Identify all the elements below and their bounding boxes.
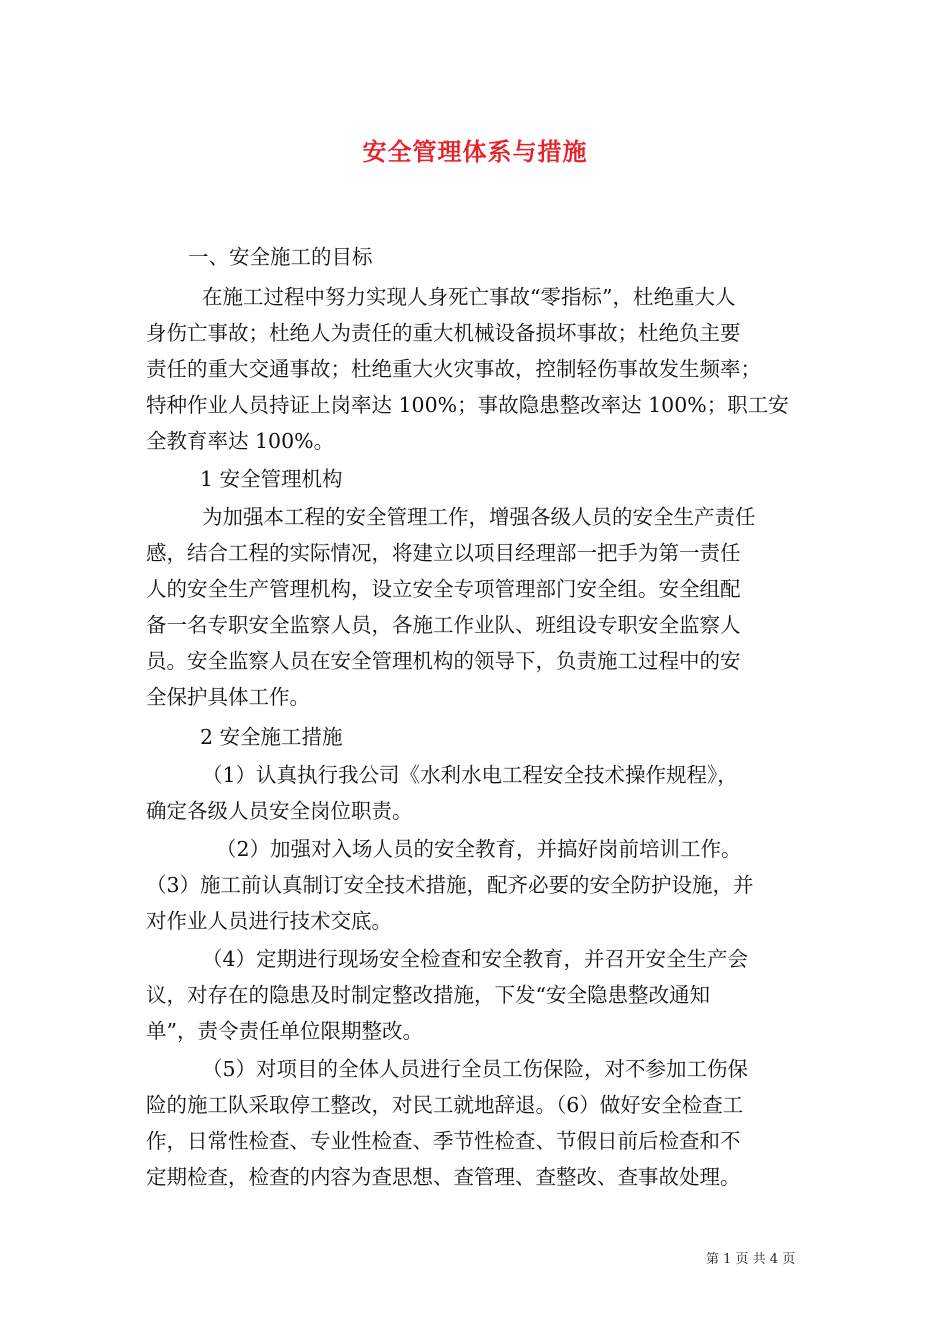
body-line: 备一名专职安全监察人员，各施工作业队、班组设专职安全监察人: [146, 613, 741, 637]
list-item: （2）加强对入场人员的安全教育，并搞好岗前培训工作。: [216, 837, 742, 861]
body-line: 责任的重大交通事故；杜绝重大火灾事故，控制轻伤事故发生频率；: [146, 357, 761, 381]
body-line: 为加强本工程的安全管理工作，增强各级人员的安全生产责任: [202, 505, 756, 529]
body-line: 身伤亡事故；杜绝人为责任的重大机械设备损坏事故；杜绝负主要: [146, 321, 741, 345]
body-line: 特种作业人员持证上岗率达 100%；事故隐患整改率达 100%；职工安: [146, 393, 789, 417]
body-line: 人的安全生产管理机构，设立安全专项管理部门安全组。安全组配: [146, 577, 741, 601]
page-number: 第 1 页 共 4 页: [706, 1252, 796, 1267]
body-line: 员。安全监察人员在安全管理机构的领导下，负责施工过程中的安: [146, 649, 741, 673]
page-title: 安全管理体系与措施: [362, 137, 588, 166]
body-line: 全教育率达 100%。: [146, 429, 335, 453]
body-line: 在施工过程中努力实现人身死亡事故“零指标”，杜绝重大人: [202, 285, 736, 309]
list-item: （4）定期进行现场安全检查和安全教育，并召开安全生产会: [202, 947, 749, 971]
body-line: 感，结合工程的实际情况，将建立以项目经理部一把手为第一责任: [146, 541, 741, 565]
list-item: （5）对项目的全体人员进行全员工伤保险，对不参加工伤保: [202, 1057, 749, 1081]
list-item: （1）认真执行我公司《水利水电工程安全技术操作规程》，: [202, 763, 738, 787]
section-heading-measures: 2 安全施工措施: [200, 725, 343, 749]
body-line: 险的施工队采取停工整改，对民工就地辞退。（6）做好安全检查工: [146, 1093, 744, 1117]
body-line: 定期检查，检查的内容为查思想、查管理、查整改、查事故处理。: [146, 1165, 741, 1189]
section-heading-organization: 1 安全管理机构: [200, 467, 343, 491]
body-line: 单”，责令责任单位限期整改。: [146, 1019, 423, 1043]
body-line: 确定各级人员安全岗位职责。: [146, 799, 413, 823]
section-heading-goal: 一、安全施工的目标: [188, 245, 373, 269]
body-line: 议，对存在的隐患及时制定整改措施，下发“安全隐患整改通知: [146, 983, 710, 1007]
body-line: 全保护具体工作。: [146, 685, 310, 709]
body-line: 对作业人员进行技术交底。: [146, 909, 392, 933]
body-line: 作，日常性检查、专业性检查、季节性检查、节假日前后检查和不: [146, 1129, 741, 1153]
list-item: （3）施工前认真制订安全技术措施，配齐必要的安全防护设施，并: [146, 873, 754, 897]
